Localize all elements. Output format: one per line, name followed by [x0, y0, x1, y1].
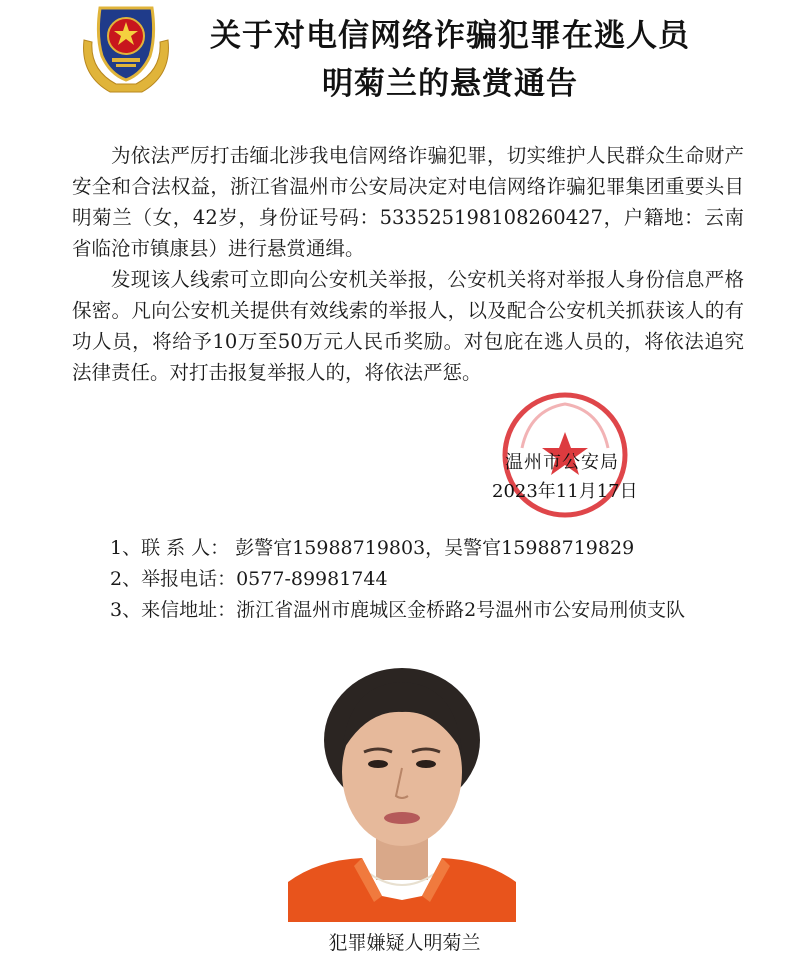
notice-body — [72, 140, 744, 388]
notice-title-line2: 明菊兰的悬赏通告 — [322, 66, 578, 102]
contact-list — [72, 533, 744, 626]
contact-item-3: 3、来信地址：浙江省温州市鹿城区金桥路2号温州市公安局刑侦支队 — [110, 599, 686, 621]
suspect-photo — [288, 660, 516, 922]
contact-item-2: 2、举报电话：0577-89981744 — [110, 568, 388, 590]
photo-caption: 犯罪嫌疑人明菊兰 — [328, 932, 481, 954]
contact-item-1: 1、联 系 人： 彭警官15988719803，吴警官15988719829 — [110, 537, 635, 559]
body-paragraph-2: 发现该人线索可立即向公安机关举报，公安机关将对举报人身份信息严格保密。凡向公安机关提供有效线索的举报人，以及配合公安机关抓获该人的有功人员，将给予10万至50万元人民币奖励。对包庇在逃人员的，将依法追究法律责任。对打击报复举报人的，将依法严惩。 — [72, 268, 744, 384]
body-paragraph-1: 为依法严厉打击缅北涉我电信网络诈骗犯罪，切实维护人民群众生命财产安全和合法权益，浙江省温州市公安局决定对电信网络诈骗犯罪集团重要头目明菊兰（女，42岁，身份证号码：533525198108260427，户籍地：云南省临沧市镇康县）进行悬赏通缉。 — [72, 144, 744, 260]
signature-org: 温州市公安局 — [505, 452, 619, 473]
signature-date: 2023年11月17日 — [492, 481, 638, 502]
notice-title-line1: 关于对电信网络诈骗犯罪在逃人员 — [210, 18, 690, 54]
